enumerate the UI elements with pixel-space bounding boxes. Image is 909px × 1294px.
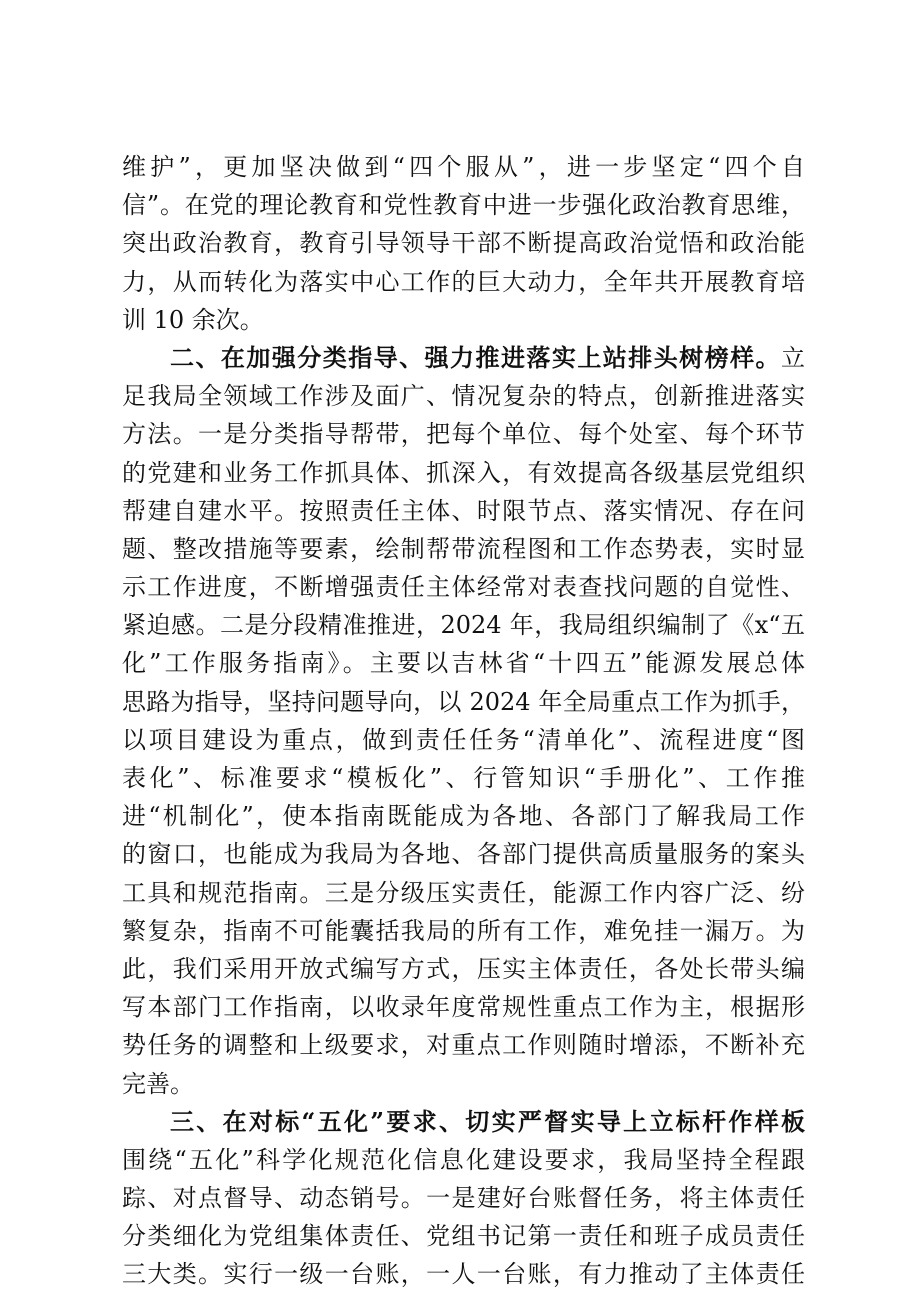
text-line: 突出政治教育，教育引导领导干部不断提高政治觉悟和政治能 [122, 229, 805, 258]
text-line: 化”工作服务指南》。主要以吉林省“十四五”能源发展总体 [122, 649, 805, 678]
text-line: 踪、对点督导、动态销号。一是建好台账督任务，将主体责任 [122, 1184, 805, 1213]
paragraph-1 [122, 148, 805, 339]
text-line: 维护”，更加坚决做到“四个服从”，进一步坚定“四个自 [122, 153, 805, 181]
section-heading-2: 二、在加强分类指导、强力推进落实上站排头树榜样。 [170, 342, 781, 372]
text-line: 的党建和业务工作抓具体、抓深入，有效提高各级基层党组织 [122, 458, 805, 487]
text-line: 此，我们采用开放式编写方式，压实主体责任，各处长带头编 [122, 954, 805, 983]
text-line: 分类细化为党组集体责任、党组书记第一责任和班子成员责任 [122, 1222, 805, 1251]
paragraph-2-first-line [122, 339, 805, 377]
text-line: 繁复杂，指南不可能囊括我局的所有工作，难免挂一漏万。为 [122, 916, 805, 945]
text-line: 完善。 [122, 1069, 194, 1098]
text-line: 以项目建设为重点，做到责任任务“清单化”、流程进度“图 [122, 725, 805, 754]
text-line: 力，从而转化为落实中心工作的巨大动力，全年共开展教育培 [122, 267, 805, 296]
text-line: 工具和规范指南。三是分级压实责任，能源工作内容广泛、纷 [122, 878, 805, 907]
text-line: 进“机制化”，使本指南既能成为各地、各部门了解我局工作 [122, 802, 805, 831]
text-line: 紧迫感。二是分段精准推进，2024 年，我局组织编制了《x“五 [122, 611, 805, 640]
text-line: 表化”、标准要求“模板化”、行管知识“手册化”、工作推 [122, 764, 805, 792]
document-body [122, 148, 805, 1294]
text-line: 足我局全领域工作涉及面广、情况复杂的特点，创新推进落实 [122, 382, 805, 411]
text-line: 三大类。实行一级一台账，一人一台账，有力推动了主体责任 [122, 1260, 805, 1289]
section-heading-3: 三、在对标“五化”要求、切实严督实导上立标杆作样板 [170, 1106, 805, 1136]
text-line: 示工作进度，不断增强责任主体经常对表查找问题的自觉性、 [122, 573, 805, 602]
text-line: 思路为指导，坚持问题导向，以 2024 年全局重点工作为抓手， [122, 687, 805, 716]
text-line: 信”。在党的理论教育和党性教育中进一步强化政治教育思维， [122, 191, 805, 220]
text-fragment: 立 [781, 343, 805, 372]
text-line: 帮建自建水平。按照责任主体、时限节点、落实情况、存在问 [122, 496, 805, 525]
paragraph-3 [122, 1103, 805, 1294]
text-line: 训 10 余次。 [122, 305, 264, 334]
text-line: 围绕“五化”科学化规范化信息化建设要求，我局坚持全程跟 [122, 1145, 805, 1174]
text-line: 写本部门工作指南，以收录年度常规性重点工作为主，根据形 [122, 993, 805, 1022]
text-line: 势任务的调整和上级要求，对重点工作则随时增添，不断补充 [122, 1031, 805, 1060]
text-line: 题、整改措施等要素，绘制帮带流程图和工作态势表，实时显 [122, 534, 805, 563]
paragraph-2 [122, 339, 805, 1103]
text-line: 的窗口，也能成为我局为各地、各部门提供高质量服务的案头 [122, 840, 805, 869]
text-line: 方法。一是分类指导帮带，把每个单位、每个处室、每个环节 [122, 420, 805, 449]
